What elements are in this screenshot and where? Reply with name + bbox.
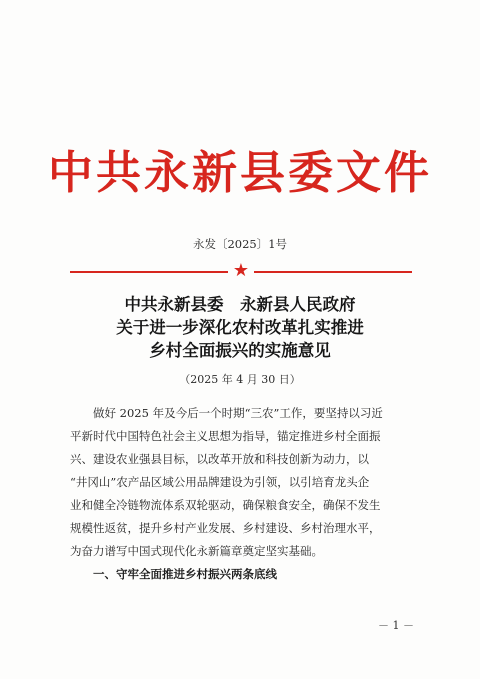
red-divider bbox=[70, 260, 412, 281]
document-title-line-2: 关于进一步深化农村改革扎实推进 bbox=[116, 318, 364, 337]
body-text-line: 兴、建设农业强县目标，以改革开放和科技创新为动力，以 bbox=[70, 452, 369, 466]
body-text-line: “井冈山”农产品区域公用品牌建设为引领，以引培育龙头企 bbox=[70, 475, 370, 489]
red-header-title: 中共永新县委文件 bbox=[47, 146, 432, 199]
divider-line-left bbox=[70, 271, 228, 273]
page-number: － 1 － bbox=[378, 619, 414, 632]
document-number: 永发〔2025〕1号 bbox=[192, 237, 288, 251]
body-text-line: 规模性返贫，提升乡村产业发展、乡村建设、乡村治理水平， bbox=[70, 521, 381, 535]
document-title-line-3: 乡村全面振兴的实施意见 bbox=[149, 341, 331, 360]
body-text-line: 平新时代中国特色社会主义思想为指导，锚定推进乡村全面振 bbox=[70, 429, 381, 443]
body-text-line: 业和健全冷链物流体系双轮驱动，确保粮食安全，确保不发生 bbox=[70, 498, 381, 512]
star-icon: ★ bbox=[232, 260, 250, 281]
body-text-line: 为奋力谱写中国式现代化永新篇章奠定坚实基础。 bbox=[70, 544, 323, 558]
document-date: （2025 年 4 月 30 日） bbox=[179, 373, 301, 386]
section-heading-1: 一、守牢全面推进乡村振兴两条底线 bbox=[93, 567, 277, 581]
document-title-line-1: 中共永新县委 永新县人民政府 bbox=[124, 295, 356, 314]
body-text-line: 做好 2025 年及今后一个时期“三农”工作，要坚持以习近 bbox=[93, 406, 383, 420]
divider-line-right bbox=[254, 271, 412, 273]
